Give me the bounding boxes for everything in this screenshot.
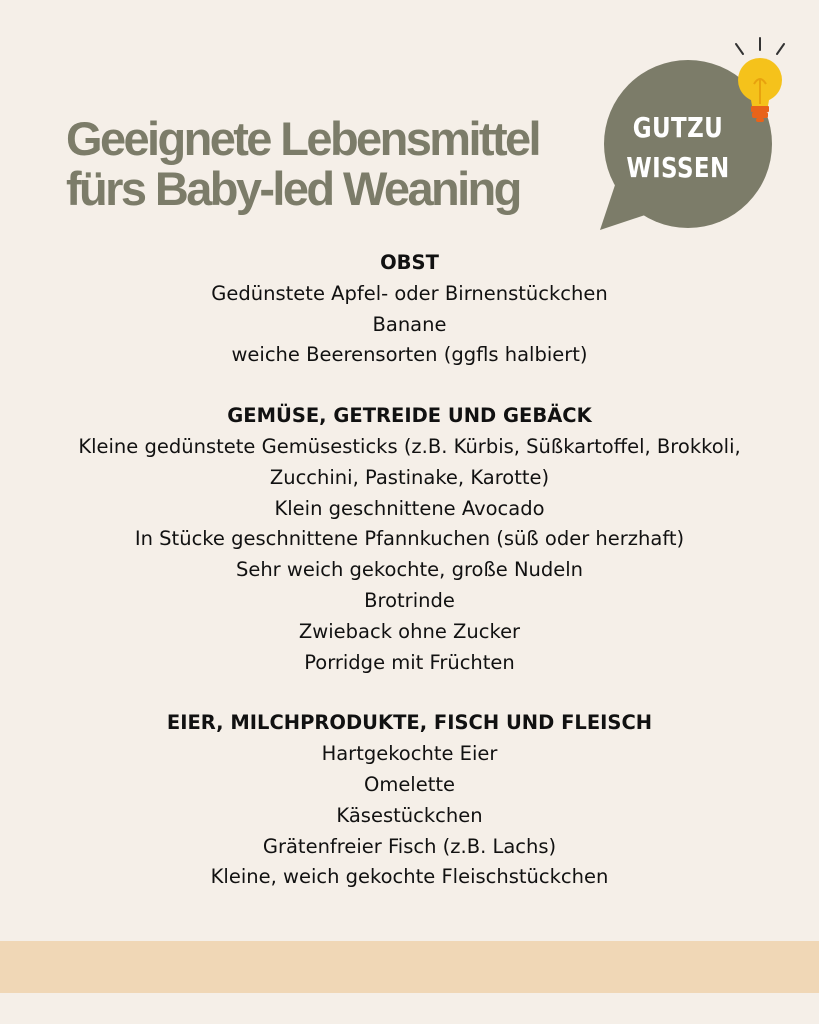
page-title-line-1: Geeignete Lebensmittel <box>66 112 539 165</box>
list-item: Zwieback ohne Zucker <box>298 619 521 643</box>
list-item: Grätenfreier Fisch (z.B. Lachs) <box>262 834 557 858</box>
food-section <box>0 401 819 678</box>
list-item: Zucchini, Pastinake, Karotte) <box>269 465 550 489</box>
list-item: Kleine gedünstete Gemüsesticks (z.B. Kürbis, Süßkartoffel, Brokkoli, <box>78 434 741 458</box>
section-heading: OBST <box>380 251 439 274</box>
page-title-line-2: fürs Baby-led Weaning <box>66 162 520 215</box>
food-list <box>0 248 819 923</box>
list-item: Hartgekochte Eier <box>321 742 498 766</box>
list-item: Porridge mit Früchten <box>304 650 515 674</box>
badge-text <box>624 108 732 188</box>
list-item: In Stücke geschnittene Pfannkuchen (süß oder herzhaft) <box>134 527 685 551</box>
section-heading: GEMÜSE, GETREIDE UND GEBÄCK <box>227 404 592 428</box>
badge-line-2: WISSEN <box>626 151 730 184</box>
list-item: Kleine, weich gekochte Fleischstückchen <box>210 865 609 889</box>
section-heading: EIER, MILCHPRODUKTE, FISCH UND FLEISCH <box>166 711 653 735</box>
list-item: Omelette <box>363 772 456 796</box>
list-item: Käsestückchen <box>336 803 483 827</box>
list-item: Gedünstete Apfel- oder Birnenstückchen <box>211 281 608 305</box>
food-section <box>0 708 819 893</box>
list-item: Sehr weich gekochte, große Nudeln <box>235 558 584 582</box>
lightbulb-icon <box>730 36 790 126</box>
footer-band <box>0 941 819 993</box>
list-item: Brotrinde <box>364 588 455 612</box>
food-section <box>0 248 819 371</box>
list-item: Banane <box>372 312 447 336</box>
page-title <box>66 114 586 214</box>
list-item: weiche Beerensorten (ggfls halbiert) <box>231 343 588 367</box>
list-item: Klein geschnittene Avocado <box>274 496 545 520</box>
badge-line-1: GUTZU <box>632 111 724 144</box>
